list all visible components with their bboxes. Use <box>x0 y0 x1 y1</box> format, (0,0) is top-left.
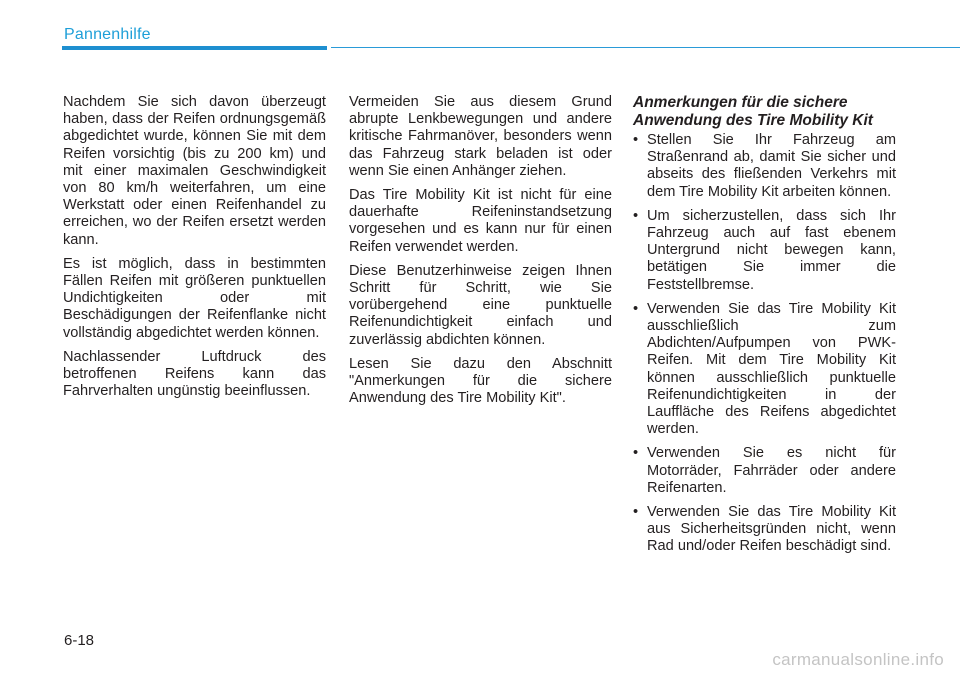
list-item-text: Um sicherzustellen, dass sich Ihr Fahrzeug auch auf fast ebenem Untergrund nicht bewegen kann, betätigen Sie immer die Feststellbremse. <box>647 207 896 293</box>
list-item <box>633 301 896 439</box>
list-item-text: Verwenden Sie das Tire Mobility Kit ausschließlich zum Abdichten/Aufpumpen von PWK-Reifen. Mit dem Tire Mobility Kit können ausschließlich punktuelle Reifenundichtigkeiten in der Lauffläche des Reifens abgedichtet werden. <box>647 300 896 438</box>
bullet-icon: • <box>633 504 639 521</box>
list-item-text: Verwenden Sie das Tire Mobility Kit aus Sicherheitsgründen nicht, wenn Rad und/oder Reifen beschädigt sind. <box>647 504 896 555</box>
list-item <box>633 208 896 294</box>
paragraph: Es ist möglich, dass in bestimmten Fällen Reifen mit größeren punktuellen Undichtigkeiten oder mit Beschädigungen der Reifenflanke nicht vollständig abgedichtet werden können. <box>63 255 326 341</box>
section-title: Pannenhilfe <box>64 26 151 43</box>
bullet-icon: • <box>633 132 639 148</box>
list-item-text: Stellen Sie Ihr Fahrzeug am Straßenrand ab, damit Sie sicher und abseits des fließenden Verkehrs mit dem Tire Mobility Kit arbeiten können. <box>647 132 896 200</box>
section-heading: Anmerkungen für die sichere Anwendung des Tire Mobility Kit <box>633 94 873 129</box>
header-rule-thin <box>331 47 960 48</box>
text-column-3 <box>633 94 896 563</box>
paragraph: Vermeiden Sie aus diesem Grund abrupte Lenkbewegungen und andere kritische Fahrmanöver, besonders wenn das Fahrzeug stark beladen ist oder wenn Sie einen Anhänger ziehen. <box>349 94 612 179</box>
list-item <box>633 445 896 497</box>
paragraph: Das Tire Mobility Kit ist nicht für eine dauerhafte Reifeninstandsetzung vorgesehen und es kann nur für einen Reifen verwendet werden. <box>349 187 612 255</box>
paragraph: Lesen Sie dazu den Abschnitt "Anmerkungen für die sichere Anwendung des Tire Mobility Kit". <box>349 355 612 407</box>
paragraph: Nachlassender Luftdruck des betroffenen Reifens kann das Fahrverhalten ungünstig beeinflussen. <box>63 348 326 400</box>
paragraph: Nachdem Sie sich davon überzeugt haben, dass der Reifen ordnungsgemäß abgedichtet wurde, können Sie mit dem Reifen vorsichtig (bis zu 200 km) und mit einer maximalen Geschwindigkeit von 80 km/h weiterfahren, um eine Werkstatt oder einen Reifenhandel zu erreichen, wo der Reifen ersetzt werden kann. <box>63 94 326 248</box>
bullet-list <box>633 132 896 556</box>
list-item-text: Verwenden Sie es nicht für Motorräder, Fahrräder oder andere Reifenarten. <box>647 445 896 496</box>
paragraph: Diese Benutzerhinweise zeigen Ihnen Schritt für Schritt, wie Sie vorübergehend eine punktuelle Reifenundichtigkeit einfach und zuverlässig abdichten können. <box>349 262 612 348</box>
text-column-1 <box>63 94 326 407</box>
header-rule-thick <box>62 46 327 50</box>
text-column-2 <box>349 94 612 414</box>
bullet-icon: • <box>633 300 639 317</box>
list-item <box>633 504 896 556</box>
watermark: carmanualsonline.info <box>772 650 944 669</box>
page-number: 6-18 <box>64 632 95 649</box>
list-item <box>633 132 896 201</box>
bullet-icon: • <box>633 207 639 224</box>
bullet-icon: • <box>633 445 639 462</box>
